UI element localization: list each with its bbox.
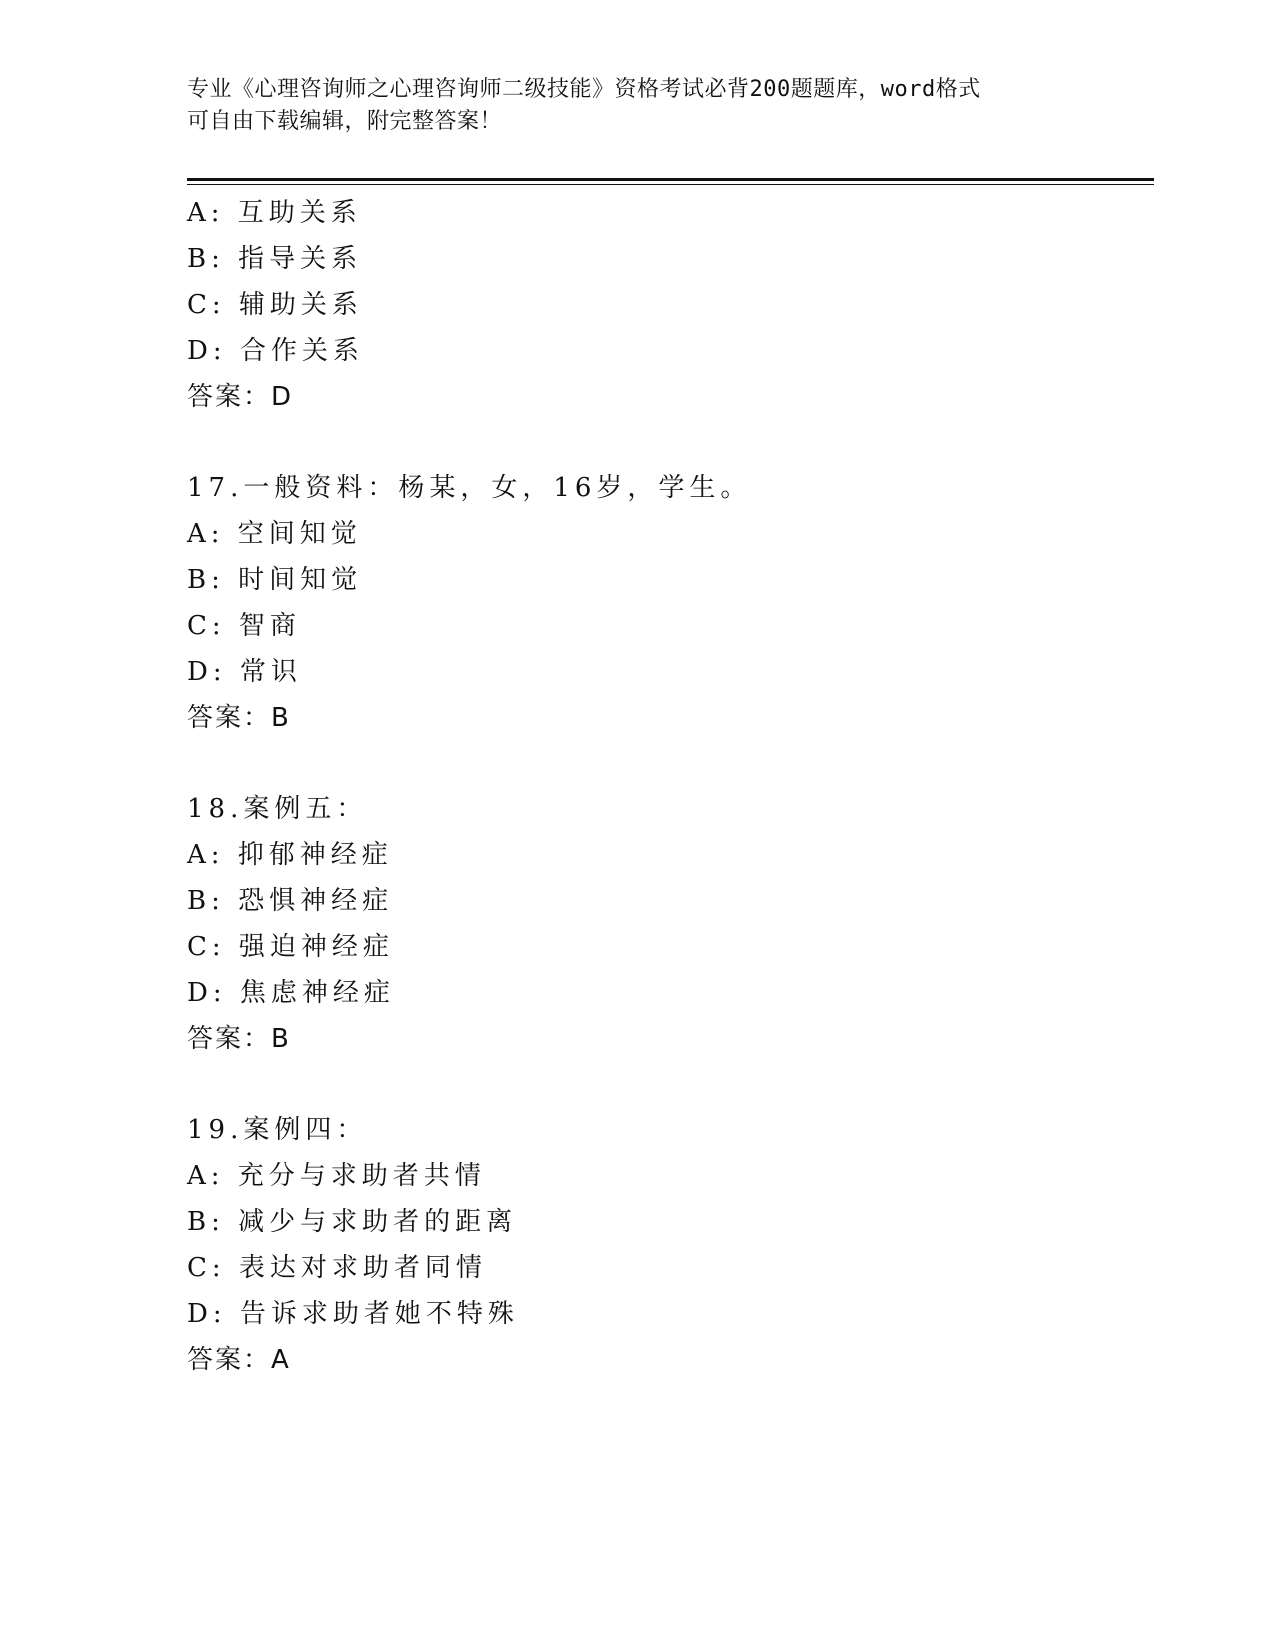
answer-line: 答案：A — [187, 1345, 291, 1375]
question-block — [187, 190, 1147, 420]
option-d: D: 合作关系 — [187, 336, 364, 366]
option-b: B: 时间知觉 — [187, 565, 363, 595]
option-a: A: 充分与求助者共情 — [187, 1161, 486, 1191]
header-line-1: 专业《心理咨询师之心理咨询师二级技能》资格考试必背200题题库，word格式 — [187, 77, 981, 102]
answer-line: 答案：D — [187, 382, 294, 412]
option-a: A: 互助关系 — [187, 198, 362, 228]
question-block — [187, 1107, 1147, 1383]
option-c: C: 表达对求助者同情 — [187, 1253, 487, 1283]
answer-line: 答案：B — [187, 703, 291, 733]
option-c: C: 辅助关系 — [187, 290, 363, 320]
question-block — [187, 786, 1147, 1062]
question-text: 19.案例四： — [187, 1115, 368, 1145]
block-gap — [187, 1062, 1147, 1107]
question-block — [187, 465, 1147, 741]
header-rule-thin — [187, 184, 1154, 185]
question-text: 18.案例五： — [187, 794, 368, 824]
option-a: A: 抑郁神经症 — [187, 840, 393, 870]
option-b: B: 指导关系 — [187, 244, 363, 274]
option-b: B: 减少与求助者的距离 — [187, 1207, 518, 1237]
option-d: D: 常识 — [187, 657, 302, 687]
answer-line: 答案：B — [187, 1024, 291, 1054]
option-b: B: 恐惧神经症 — [187, 886, 394, 916]
header-rule-thick — [187, 178, 1154, 181]
block-gap — [187, 420, 1147, 465]
option-c: C: 智商 — [187, 611, 301, 641]
option-d: D: 焦虑神经症 — [187, 978, 395, 1008]
question-list — [187, 190, 1147, 1383]
option-d: D: 告诉求助者她不特殊 — [187, 1299, 519, 1329]
question-text: 17.一般资料：杨某，女，16岁，学生。 — [187, 473, 752, 503]
document-header — [187, 74, 1087, 138]
header-line-2: 可自由下载编辑，附完整答案！ — [187, 109, 503, 134]
option-a: A: 空间知觉 — [187, 519, 362, 549]
option-c: C: 强迫神经症 — [187, 932, 394, 962]
block-gap — [187, 741, 1147, 786]
